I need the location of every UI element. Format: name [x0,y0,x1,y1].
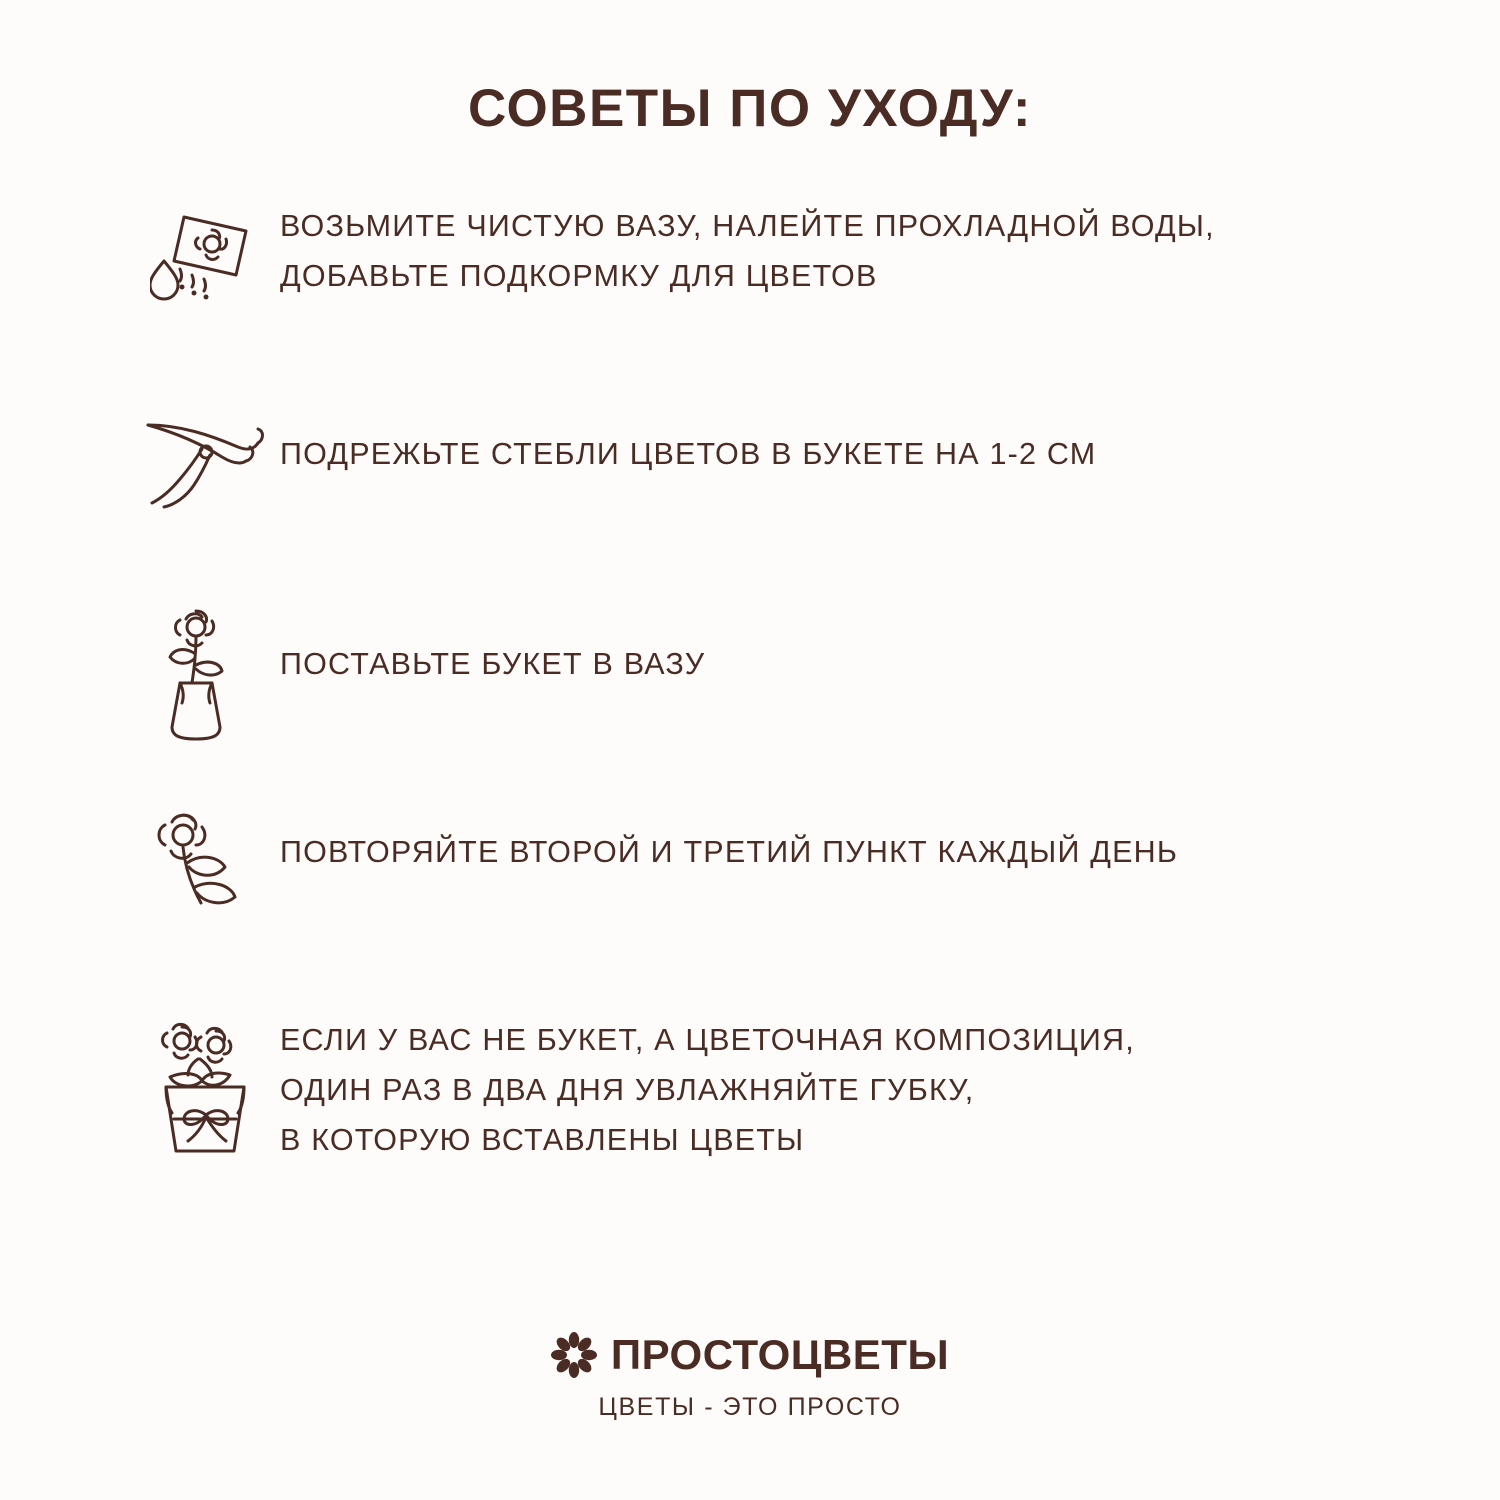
tip-text [280,1009,1370,1165]
tip-line: ЕСЛИ У ВАС НЕ БУКЕТ, А ЦВЕТОЧНАЯ КОМПОЗИЦИЯ, [280,1023,1135,1057]
brand-name: ПРОСТОЦВЕТЫ [610,1331,950,1378]
tip-line: ДОБАВЬТЕ ПОДКОРМКУ ДЛЯ ЦВЕТОВ [280,259,878,293]
list-item [130,605,1370,755]
page-title: СОВЕТЫ ПО УХОДУ: [467,79,1032,138]
tip-text [280,803,1370,877]
tip-line: В КОТОРУЮ ВСТАВЛЕНЫ ЦВЕТЫ [280,1123,805,1157]
flower-in-vase-icon [130,605,280,747]
pruning-shears-icon [130,407,280,519]
tip-line: ПОСТАВЬТЕ БУКЕТ В ВАЗУ [280,647,706,681]
tip-line: ОДИН РАЗ В ДВА ДНЯ УВЛАЖНЯЙТЕ ГУБКУ, [280,1073,975,1107]
flower-logo-icon [551,1332,597,1378]
tips-list [130,201,1370,1207]
tip-text [280,407,1370,479]
tip-line: ВОЗЬМИТЕ ЧИСТУЮ ВАЗУ, НАЛЕЙТЕ ПРОХЛАДНОЙ ВОДЫ, [280,209,1215,243]
flower-food-packet-icon [130,201,280,313]
tip-text [280,605,1370,689]
list-item [130,1009,1370,1165]
flower-with-leaf-icon [130,803,280,925]
list-item [130,407,1370,557]
tip-line: ПОВТОРЯЙТЕ ВТОРОЙ И ТРЕТИЙ ПУНКТ КАЖДЫЙ ДЕНЬ [280,835,1179,869]
brand-row [551,1331,949,1379]
tip-line: ПОДРЕЖЬТЕ СТЕБЛИ ЦВЕТОВ В БУКЕТЕ НА 1-2 СМ [280,437,1097,471]
footer [0,1331,1500,1422]
list-item [130,803,1370,953]
list-item [130,201,1370,351]
flower-basket-icon [130,1009,280,1161]
tip-text [280,201,1370,301]
brand-tagline: ЦВЕТЫ - ЭТО ПРОСТО [598,1393,902,1421]
